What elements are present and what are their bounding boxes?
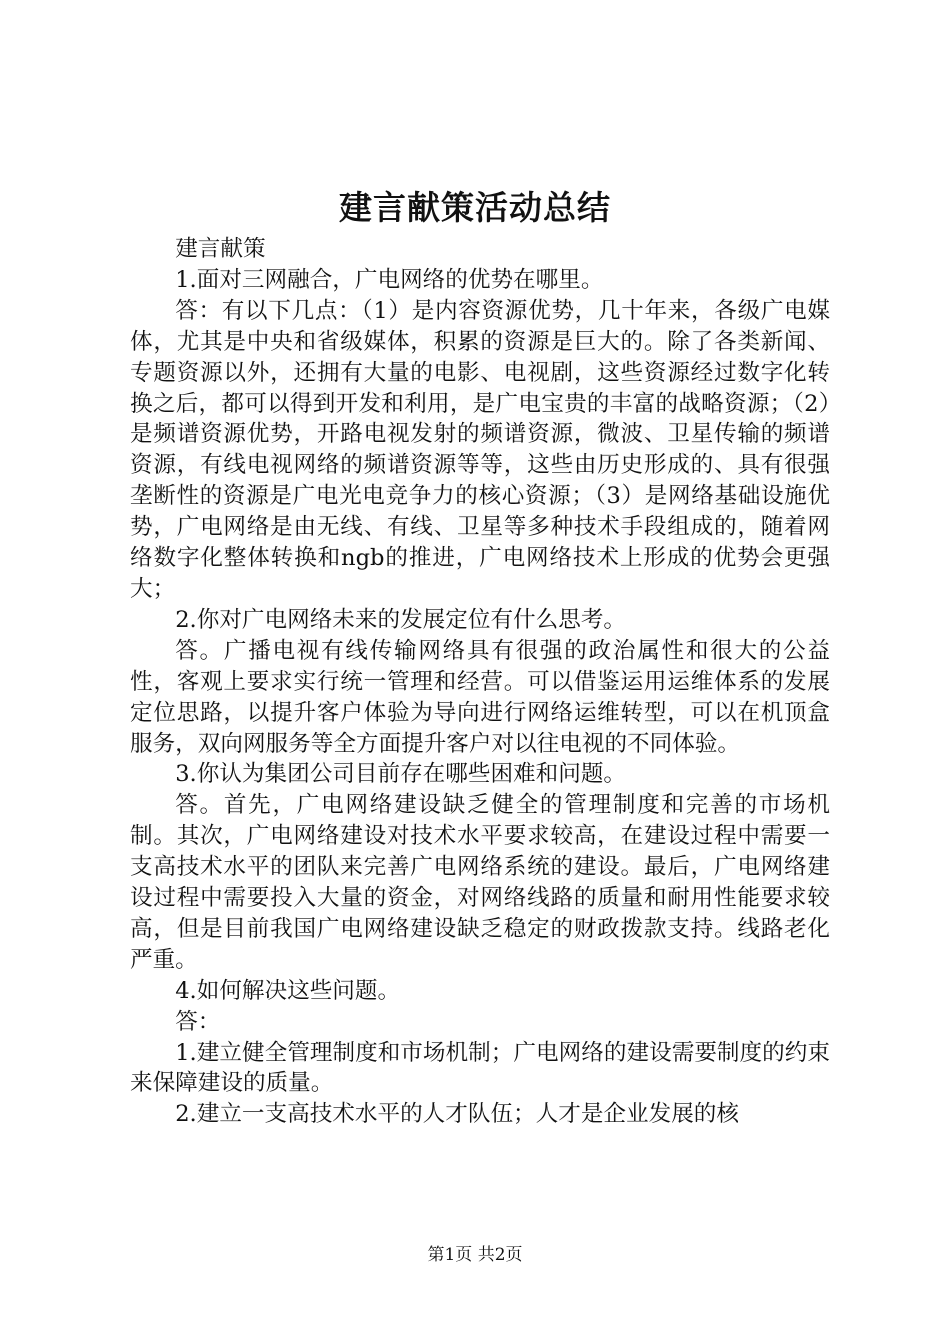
document-body [130, 234, 830, 1130]
question-paragraph: 4.如何解决这些问题。 [175, 977, 401, 1004]
answer-paragraph: 答。首先，广电网络建设缺乏健全的管理制度和完善的市场机制。其次，广电网络建设对技术水平要求较高，在建设过程中需要一支高技术水平的团队来完善广电网络系统的建设。最后，广电网络建设过程中需要投入大量的资金，对网络线路的质量和耐用性能要求较高，但是目前我国广电网络建设缺乏稳定的财政拨款支持。线路老化严重。 [130, 792, 830, 973]
document-title: 建言献策活动总结 [339, 188, 611, 227]
answer-paragraph: 答。广播电视有线传输网络具有很强的政治属性和很大的公益性，客观上要求实行统一管理和经营。可以借鉴运用运维体系的发展定位思路，以提升客户体验为导向进行网络运维转型，可以在机顶盒服务，双向网服务等全方面提升客户对以往电视的不同体验。 [130, 637, 830, 757]
page-footer: 第1页 共2页 [427, 1245, 523, 1265]
answer-paragraph: 答： [175, 1008, 221, 1035]
list-item: 1.建立健全管理制度和市场机制；广电网络的建设需要制度的约束来保障建设的质量。 [130, 1039, 830, 1097]
question-paragraph: 3.你认为集团公司目前存在哪些困难和问题。 [175, 761, 627, 788]
paragraph: 建言献策 [175, 236, 266, 262]
list-item: 2.建立一支高技术水平的人才队伍；人才是企业发展的核 [175, 1101, 739, 1128]
answer-paragraph: 答：有以下几点：（1）是内容资源优势，几十年来，各级广电媒体，尤其是中央和省级媒体，积累的资源是巨大的。除了各类新闻、专题资源以外，还拥有大量的电影、电视剧，这些资源经过数字化转换之后，都可以得到开发和利用，是广电宝贵的丰富的战略资源；（2）是频谱资源优势，开路电视发射的频谱资源，微波、卫星传输的频谱资源，有线电视网络的频谱资源等等，这些由历史形成的、具有很强垄断性的资源是广电光电竞争力的核心资源；（3）是网络基础设施优势，广电网络是由无线、有线、卫星等多种技术手段组成的，随着网络数字化整体转换和ngb的推进，广电网络技术上形成的优势会更强大； [130, 297, 830, 602]
question-paragraph: 2.你对广电网络未来的发展定位有什么思考。 [175, 606, 627, 633]
question-paragraph: 1.面对三网融合，广电网络的优势在哪里。 [175, 266, 604, 293]
